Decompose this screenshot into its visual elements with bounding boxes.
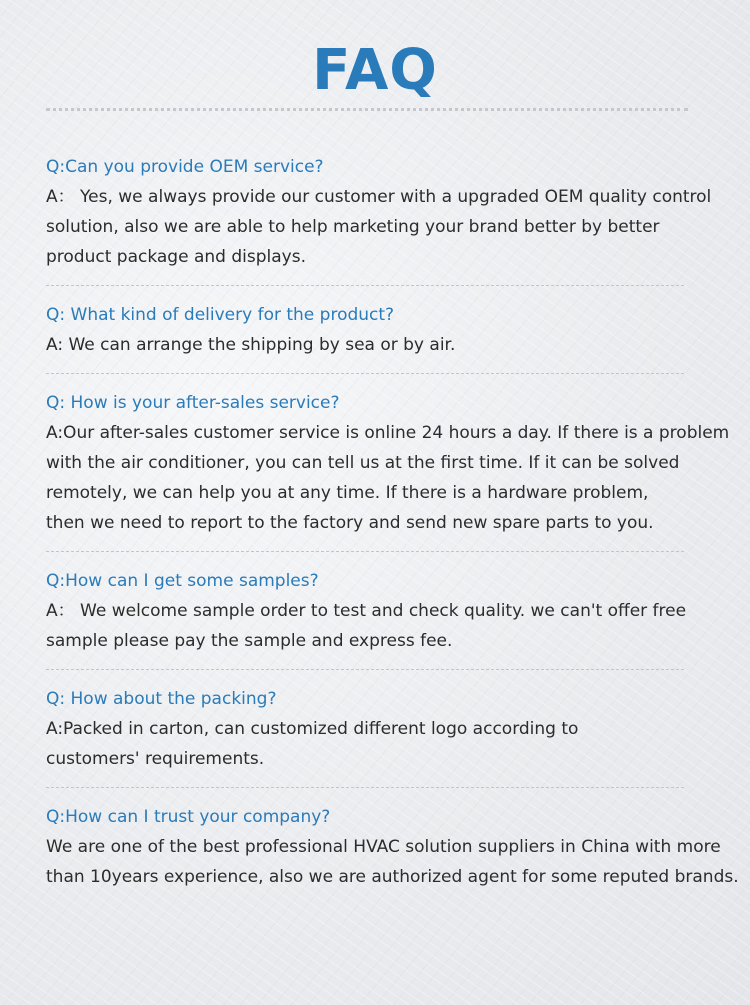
- faq-divider: [46, 373, 684, 374]
- faq-question: Q:How can I get some samples?: [46, 571, 319, 591]
- faq-answer-line: with the air conditioner, you can tell us at the first time. If it can be solved: [46, 453, 680, 473]
- faq-answer-line: A: We can arrange the shipping by sea or by air.: [46, 335, 456, 355]
- faq-answer-line: customers' requirements.: [46, 749, 265, 769]
- faq-list: [46, 152, 739, 892]
- faq-answer-line: A:Packed in carton, can customized different logo according to: [46, 719, 579, 739]
- faq-answer: [46, 418, 730, 538]
- faq-answer-line: than 10years experience, also we are authorized agent for some reputed brands.: [46, 867, 739, 887]
- faq-answer-line: We are one of the best professional HVAC solution suppliers in China with more: [46, 837, 721, 857]
- faq-answer-line: solution, also we are able to help marketing your brand better by better: [46, 217, 660, 237]
- faq-divider: [46, 285, 684, 286]
- faq-answer-line: remotely, we can help you at any time. If there is a hardware problem,: [46, 483, 649, 503]
- faq-item-trust: [46, 802, 739, 892]
- page-title: FAQ: [312, 38, 438, 103]
- faq-item-delivery: [46, 300, 716, 360]
- faq-answer-line: A： Yes, we always provide our customer with a upgraded OEM quality control: [46, 187, 712, 207]
- faq-divider: [46, 787, 684, 788]
- faq-item-oem: [46, 152, 716, 272]
- faq-question: Q: What kind of delivery for the product?: [46, 305, 395, 325]
- faq-answer-line: A： We welcome sample order to test and check quality. we can't offer free: [46, 601, 687, 621]
- faq-answer: [46, 714, 716, 774]
- faq-divider: [46, 669, 684, 670]
- faq-question: Q: How about the packing?: [46, 689, 277, 709]
- faq-answer: [46, 832, 739, 892]
- faq-item-after-sales: [46, 388, 730, 538]
- faq-item-packing: [46, 684, 716, 774]
- faq-answer-line: A:Our after-sales customer service is online 24 hours a day. If there is a problem: [46, 423, 730, 443]
- faq-answer: [46, 182, 716, 272]
- faq-divider: [46, 551, 684, 552]
- faq-answer: [46, 330, 716, 360]
- faq-item-samples: [46, 566, 716, 656]
- faq-question: Q: How is your after-sales service?: [46, 393, 340, 413]
- faq-question: Q:Can you provide OEM service?: [46, 157, 324, 177]
- faq-answer-line: sample please pay the sample and express fee.: [46, 631, 453, 651]
- faq-answer-line: product package and displays.: [46, 247, 306, 267]
- faq-answer: [46, 596, 716, 656]
- faq-question: Q:How can I trust your company?: [46, 807, 331, 827]
- faq-answer-line: then we need to report to the factory and send new spare parts to you.: [46, 513, 654, 533]
- title-divider: [46, 108, 688, 111]
